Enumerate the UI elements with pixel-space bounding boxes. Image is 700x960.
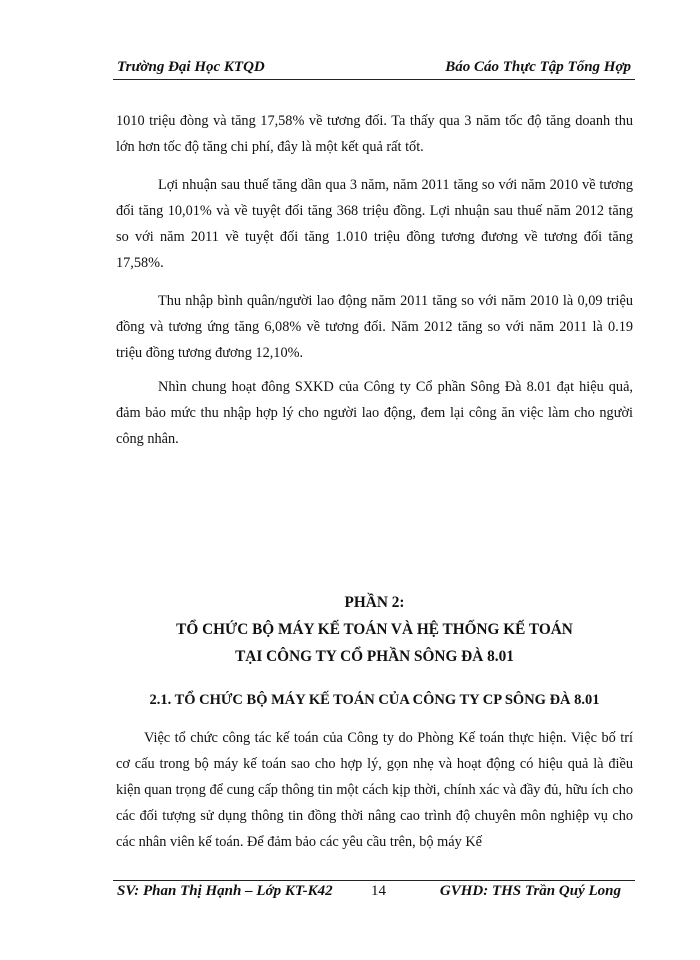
page-footer bbox=[113, 882, 635, 904]
footer-supervisor: GVHD: THS Trần Quý Long bbox=[439, 883, 621, 899]
paragraph-3: Thu nhập bình quân/người lao động năm 2011 tăng so với năm 2010 là 0,09 triệu đồng và tương ứng tăng 6,08% về tương đối. Năm 2012 tăng so với năm 2011 là 0.19 triệu đồng tương đương 12,10%. bbox=[116, 293, 633, 361]
section-title-line-2: TẠI CÔNG TY CỔ PHẦN SÔNG ĐÀ 8.01 bbox=[235, 648, 514, 665]
footer-divider bbox=[113, 880, 635, 881]
subsection-heading: 2.1. TỔ CHỨC BỘ MÁY KẾ TOÁN CỦA CÔNG TY CP SÔNG ĐÀ 8.01 bbox=[149, 692, 600, 708]
page-number: 14 bbox=[371, 883, 386, 899]
header-divider bbox=[113, 79, 635, 80]
part-heading: PHẦN 2: bbox=[344, 594, 405, 611]
section-title-line-1: TỔ CHỨC BỘ MÁY KẾ TOÁN VÀ HỆ THỐNG KẾ TOÁN bbox=[176, 621, 573, 638]
paragraph-4: Nhìn chung hoạt đông SXKD của Công ty Cổ phần Sông Đà 8.01 đạt hiệu quả, đảm bảo mức thu nhập hợp lý cho người lao động, đem lại công ăn việc làm cho người công nhân. bbox=[116, 379, 633, 447]
header-university: Trường Đại Học KTQD bbox=[117, 59, 265, 75]
paragraph-1: 1010 triệu đòng và tăng 17,58% về tương đối. Ta thấy qua 3 năm tốc độ tăng doanh thu lớn hơn tốc độ tăng chi phí, đây là một kết quả rất tốt. bbox=[116, 113, 633, 155]
header-report-title: Báo Cáo Thực Tập Tổng Hợp bbox=[445, 59, 631, 75]
page-header bbox=[113, 57, 635, 79]
footer-student: SV: Phan Thị Hạnh – Lớp KT-K42 bbox=[117, 883, 333, 899]
section-body-paragraph: Việc tổ chức công tác kế toán của Công ty do Phòng Kế toán thực hiện. Việc bố trí cơ cấu trong bộ máy kế toán sao cho hợp lý, gọn nhẹ và hoạt động có hiệu quả là điều kiện quan trọng để cung cấp thông tin một cách kịp thời, chính xác và đầy đủ, hữu ích cho các đối tượng sử dụng thông tin đồng thời nâng cao trình độ chuyên môn nghiệp vụ cho các nhân viên kế toán. Để đảm bảo các yêu cầu trên, bộ máy Kế bbox=[116, 730, 633, 850]
paragraph-2: Lợi nhuận sau thuế tăng dần qua 3 năm, năm 2011 tăng so với năm 2010 về tương đối tăng 10,01% và về tuyệt đối tăng 368 triệu đồng. Lợi nhuận sau thuế năm 2012 tăng so với năm 2011 về tuyệt đối tăng 1.010 triệu đồng tương đương về tương đối tăng 17,58%. bbox=[116, 177, 633, 271]
